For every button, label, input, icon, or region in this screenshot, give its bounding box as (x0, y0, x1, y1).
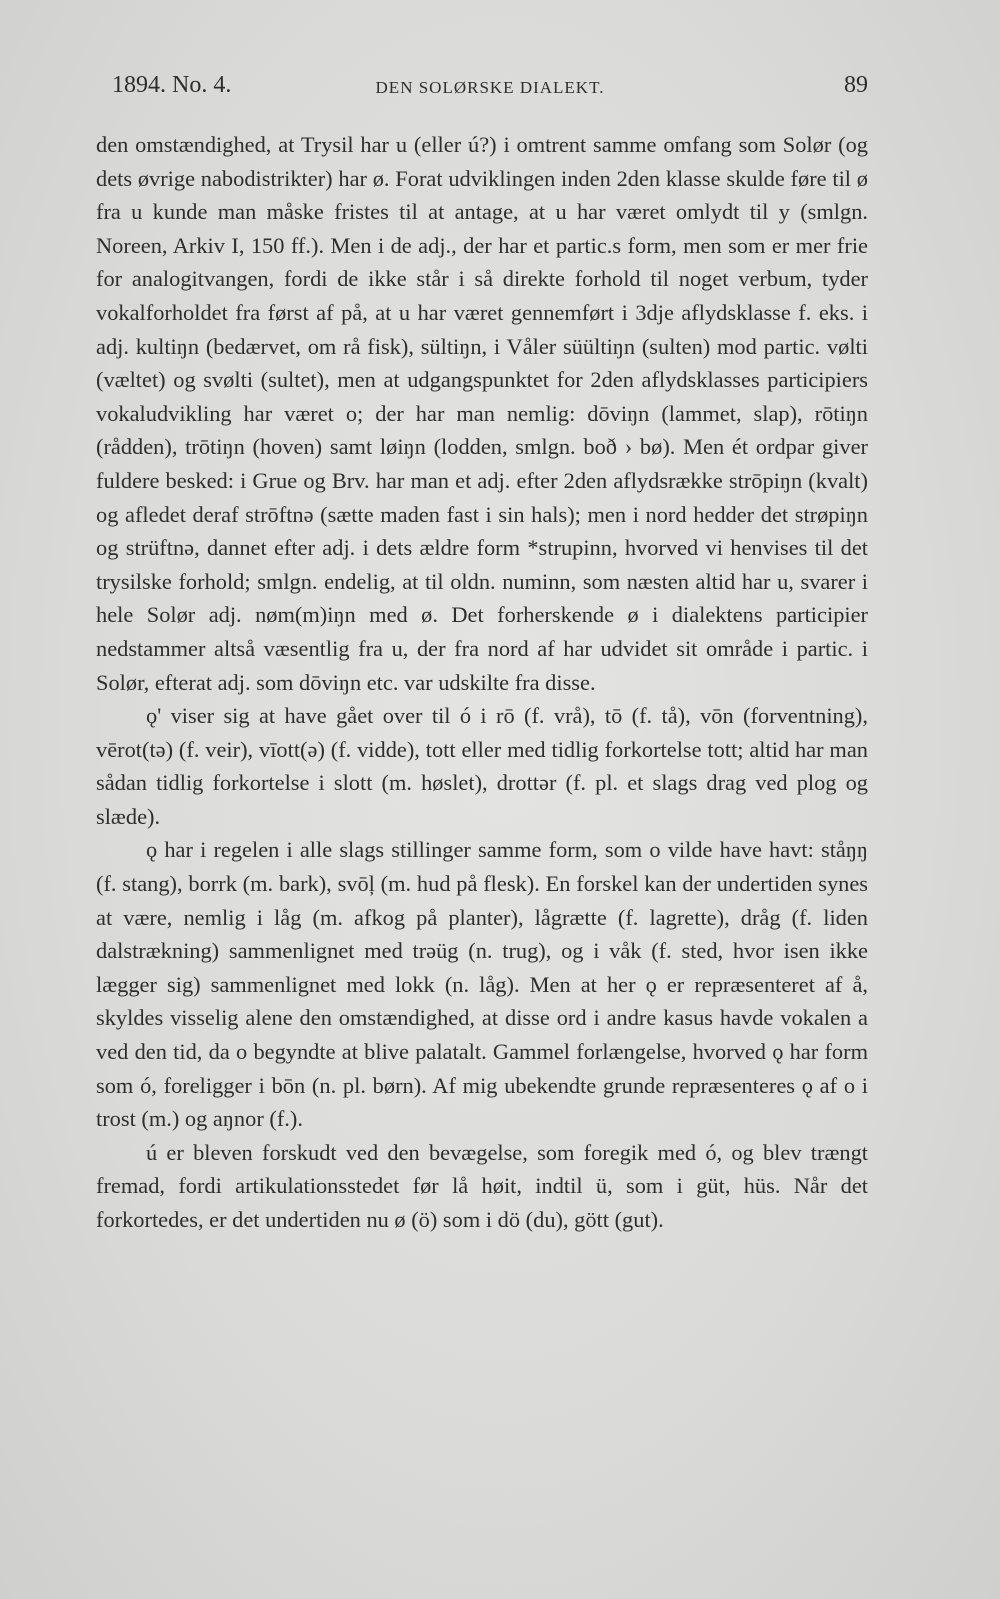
paragraph-2: ǫ' viser sig at have gået over til ó i rō (f. vrå), tō (f. tå), vōn (forventning), vērot(tə) (f. veir), vīott(ə) (f. vidde), tott eller med tidlig forkortelse tott; altid har man sådan tidlig forkortelse i slott (m. høslet), drottər (f. pl. et slags drag ved plog og slæde). (96, 703, 868, 829)
page-number: 89 (844, 72, 868, 98)
page-header (112, 72, 868, 112)
header-issue: 1894. No. 4. (112, 72, 232, 98)
header-title: DEN SOLØRSKE DIALEKT. (375, 78, 605, 97)
body-text (96, 128, 868, 1237)
paragraph-1: den omstændighed, at Trysil har u (eller ú?) i omtrent samme omfang som Solør (og dets øvrige nabodistrikter) har ø. Forat udviklingen inden 2den klasse skulde føre til ø fra u kunde man måske fristes til at antage, at u har været omlydt til y (smlgn. Noreen, Arkiv I, 150 ff.). Men i de adj., der har et partic.s form, men som er mer frie for analogitvangen, fordi de ikke står i så direkte forhold til noget verbum, tyder vokalforholdet fra først af på, at u har været gennemført i 3dje aflydsklasse f. eks. i adj. kultiŋn (bedærvet, om rå fisk), sültiŋn, i Våler süültiŋn (sulten) mod partic. vølti (væltet) og svølti (sultet), men at udgangspunktet for 2den aflydsklasses participiers vokaludvikling har været o; der har man nemlig: dōviŋn (lammet, slap), rōtiŋn (rådden), trōtiŋn (hoven) samt løiŋn (lodden, smlgn. boð › bø). Men ét ordpar giver fuldere besked: i Grue og Brv. har man et adj. efter 2den aflydsrække strōpiŋn (kvalt) og afledet deraf strōftnə (sætte maden fast i sin hals); men i nord hedder det strøpiŋn og strüftnə, dannet efter adj. i dets ældre form *strupinn, hvorved vi henvises til det trysilske forhold; smlgn. endelig, at til oldn. numinn, som næsten altid har u, svarer i hele Solør adj. nøm(m)iŋn med ø. Det forherskende ø i dialektens participier nedstammer altså væsentlig fra u, der fra nord af har udvidet sit område i partic. i Solør, efterat adj. som dōviŋn etc. var udskilte fra disse. (96, 132, 868, 695)
paragraph-4: ú er bleven forskudt ved den bevægelse, som foregik med ó, og blev trængt fremad, fordi artikulationsstedet før lå høit, indtil ü, som i güt, hüs. Når det forkortedes, er det undertiden nu ø (ö) som i dö (du), gött (gut). (96, 1139, 868, 1232)
paragraph-3: ǫ har i regelen i alle slags stillinger samme form, som o vilde have havt: ståŋŋ (f. stang), borrk (m. bark), svōļ (m. hud på flesk). En forskel kan der undertiden synes at være, nemlig i låg (m. afkog på planter), lågrætte (f. lagrette), dråg (f. liden dalstrækning) sammenlignet med trəüg (n. trug), og i våk (f. sted, hvor isen ikke lægger sig) sammenlignet med lokk (n. låg). Men at her ǫ er repræsenteret af å, skyldes visselig alene den omstændighed, at disse ord i andre kasus havde vokalen a ved den tid, da o begyndte at blive palatalt. Gammel forlængelse, hvorved ǫ har form som ó, foreligger i bōn (n. pl. børn). Af mig ubekendte grunde repræsenteres ǫ af o i trost (m.) og aŋnor (f.). (96, 837, 868, 1132)
